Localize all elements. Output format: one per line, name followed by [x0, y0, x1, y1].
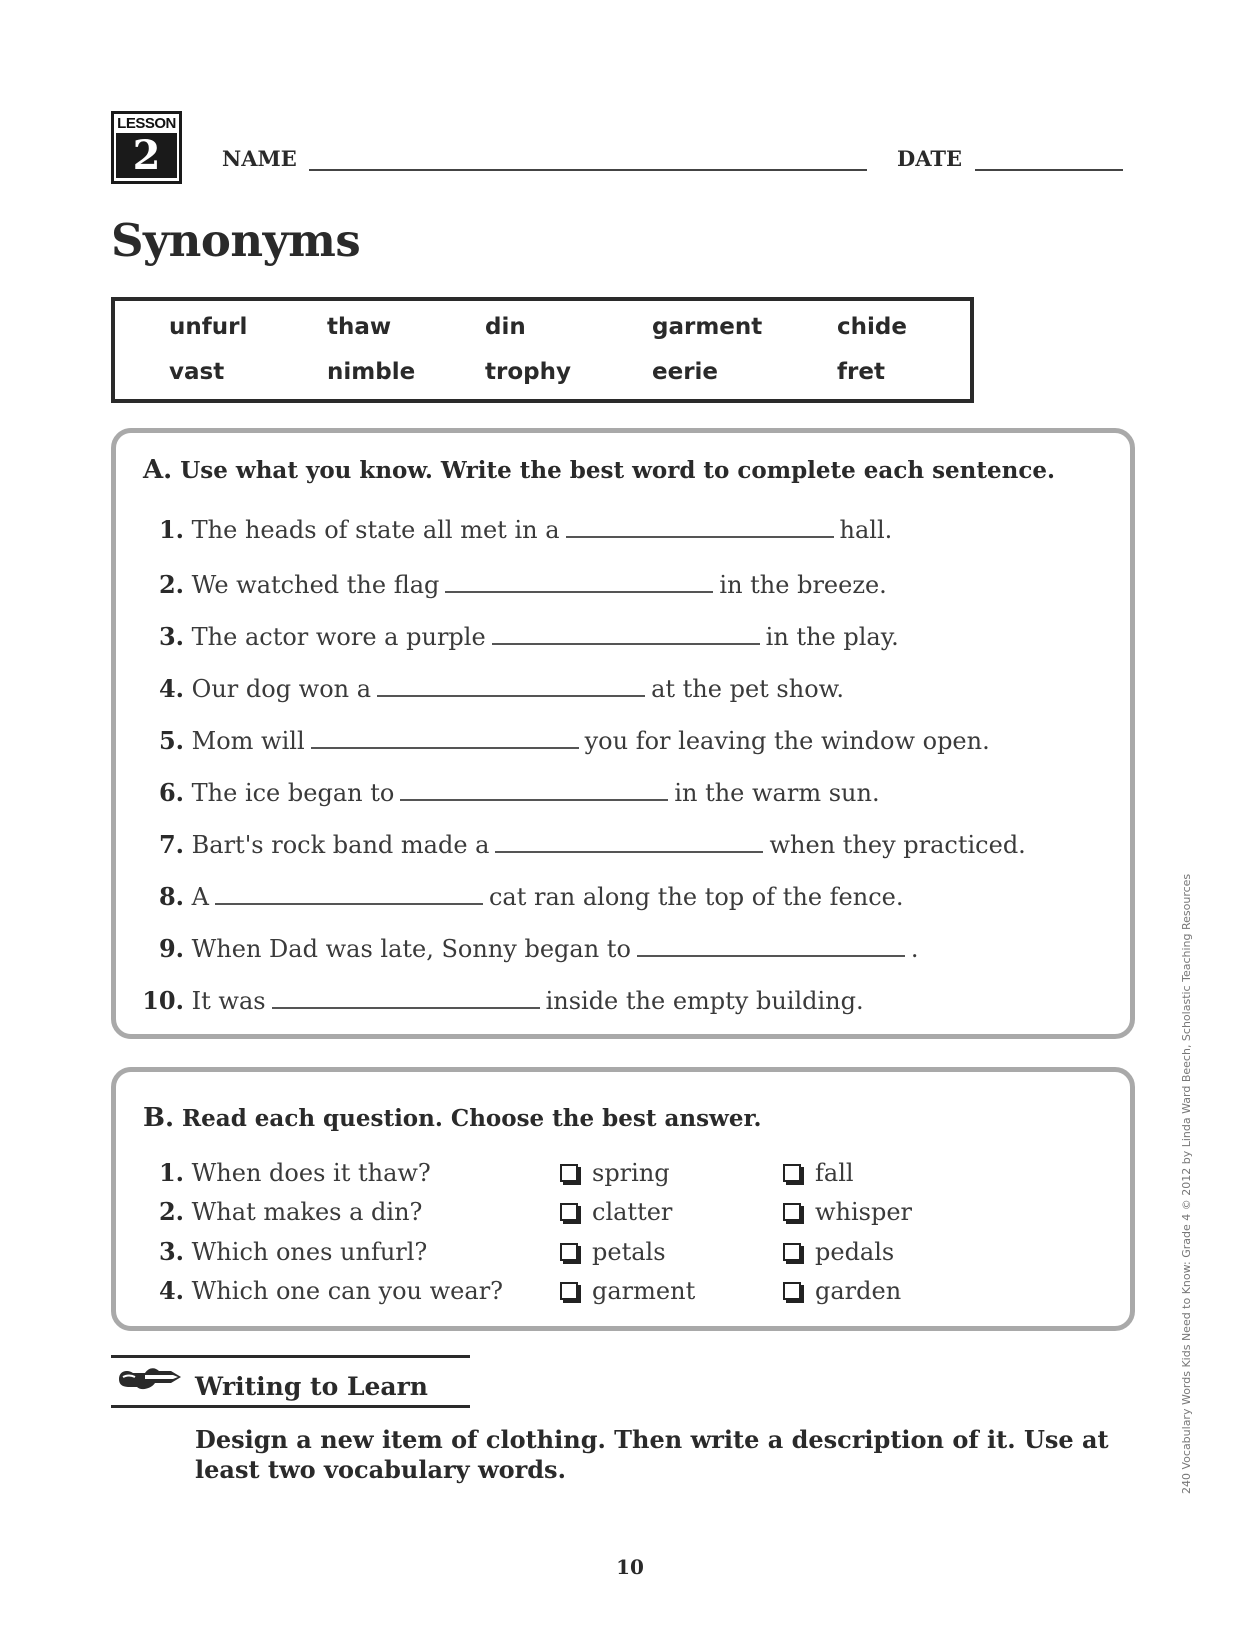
pencil-hand-icon — [115, 1361, 185, 1397]
word-bank-word: unfurl — [169, 314, 248, 340]
sentence-before: The actor wore a purple — [191, 623, 486, 651]
answer-blank[interactable] — [272, 987, 540, 1009]
answer-blank[interactable] — [400, 779, 668, 801]
page-title: Synonyms — [111, 214, 361, 267]
writing-title: Writing to Learn — [195, 1372, 428, 1401]
name-field[interactable] — [309, 169, 867, 171]
lesson-label: LESSON — [117, 115, 176, 132]
copyright-credit: 240 Vocabulary Words Kids Need to Know: Grade 4 © 2012 by Linda Ward Beech, Scholastic Teaching Resources — [1180, 873, 1193, 1494]
sentence-item — [148, 829, 1026, 861]
question-text: Which ones unfurl? — [191, 1238, 428, 1266]
writing-prompt: Design a new item of clothing. Then write a description of it. Use at least two vocabulary words. — [195, 1425, 1109, 1484]
checkbox[interactable] — [783, 1203, 801, 1221]
sentence-before: Mom will — [191, 727, 305, 755]
sentence-after: you for leaving the window open. — [584, 727, 990, 755]
section-a-letter: A. — [143, 455, 173, 485]
answer-blank[interactable] — [492, 623, 760, 645]
answer-blank[interactable] — [566, 516, 834, 538]
sentence-before: A — [191, 883, 209, 911]
item-number: 9. — [158, 934, 184, 963]
sentence-item — [148, 569, 887, 601]
date-label: DATE — [897, 146, 962, 171]
sentence-item — [148, 514, 892, 546]
checkbox[interactable] — [783, 1164, 801, 1182]
option-label: clatter — [592, 1198, 673, 1226]
section-b-instruction: Read each question. Choose the best answer. — [182, 1105, 762, 1132]
checkbox[interactable] — [560, 1243, 578, 1261]
answer-option[interactable] — [783, 1196, 912, 1228]
item-number: 2. — [158, 570, 184, 599]
answer-option[interactable] — [560, 1236, 666, 1268]
answer-blank[interactable] — [637, 935, 905, 957]
checkbox[interactable] — [560, 1164, 578, 1182]
sentence-before: The heads of state all met in a — [191, 516, 560, 544]
section-b-heading — [143, 1103, 761, 1133]
word-bank-word: trophy — [485, 359, 571, 385]
option-label: spring — [592, 1159, 670, 1187]
word-bank-word: din — [485, 314, 526, 340]
word-bank-word: thaw — [327, 314, 392, 340]
answer-option[interactable] — [560, 1196, 672, 1228]
word-bank-word: eerie — [652, 359, 719, 385]
section-a-heading — [143, 455, 1055, 485]
sentence-item — [148, 725, 990, 757]
writing-bottom-rule — [111, 1405, 470, 1408]
section-a-instruction: Use what you know. Write the best word to complete each sentence. — [180, 457, 1056, 484]
item-number: 1. — [158, 1158, 184, 1187]
sentence-item — [148, 621, 899, 653]
page-number: 10 — [616, 1555, 644, 1579]
item-number: 6. — [158, 778, 184, 807]
option-label: fall — [815, 1159, 854, 1187]
word-bank-word: fret — [837, 359, 885, 385]
sentence-before: It was — [191, 987, 266, 1015]
item-number: 2. — [158, 1197, 184, 1226]
question-text: When does it thaw? — [191, 1159, 431, 1187]
option-label: petals — [592, 1238, 666, 1266]
name-label: NAME — [222, 146, 297, 171]
sentence-before: The ice began to — [191, 779, 395, 807]
question-item — [148, 1236, 427, 1268]
sentence-after: . — [910, 935, 919, 963]
word-bank-word: nimble — [327, 359, 416, 385]
sentence-after: in the breeze. — [719, 571, 887, 599]
option-label: whisper — [815, 1198, 913, 1226]
answer-option[interactable] — [560, 1275, 695, 1307]
question-item — [148, 1196, 422, 1228]
answer-option[interactable] — [560, 1157, 670, 1189]
answer-option[interactable] — [783, 1157, 854, 1189]
sentence-before: Bart's rock band made a — [191, 831, 490, 859]
answer-blank[interactable] — [311, 727, 579, 749]
checkbox[interactable] — [560, 1203, 578, 1221]
sentence-after: cat ran along the top of the fence. — [488, 883, 904, 911]
item-number: 1. — [158, 515, 184, 544]
item-number: 7. — [158, 830, 184, 859]
checkbox[interactable] — [560, 1282, 578, 1300]
word-bank — [111, 297, 974, 403]
writing-top-rule — [111, 1355, 470, 1358]
date-field[interactable] — [975, 169, 1123, 171]
sentence-before: When Dad was late, Sonny began to — [191, 935, 631, 963]
answer-blank[interactable] — [445, 571, 713, 593]
sentence-after: hall. — [839, 516, 893, 544]
word-bank-word: chide — [837, 314, 907, 340]
question-text: What makes a din? — [191, 1198, 423, 1226]
sentence-after: inside the empty building. — [545, 987, 864, 1015]
answer-blank[interactable] — [377, 675, 645, 697]
sentence-before: Our dog won a — [191, 675, 372, 703]
sentence-item — [148, 777, 880, 809]
sentence-item — [148, 881, 904, 913]
sentence-item — [134, 985, 864, 1017]
item-number: 3. — [158, 622, 184, 651]
lesson-number: 2 — [116, 133, 177, 178]
checkbox[interactable] — [783, 1243, 801, 1261]
option-label: pedals — [815, 1238, 895, 1266]
word-bank-word: vast — [169, 359, 225, 385]
sentence-item — [148, 933, 919, 965]
item-number: 4. — [158, 1276, 184, 1305]
item-number: 5. — [158, 726, 184, 755]
item-number: 4. — [158, 674, 184, 703]
answer-blank[interactable] — [495, 831, 763, 853]
question-item — [148, 1275, 503, 1307]
option-label: garden — [815, 1277, 902, 1305]
lesson-badge — [111, 111, 182, 184]
sentence-after: in the warm sun. — [674, 779, 880, 807]
sentence-after: when they practiced. — [769, 831, 1026, 859]
answer-option[interactable] — [783, 1275, 901, 1307]
checkbox[interactable] — [783, 1282, 801, 1300]
item-number: 10. — [142, 986, 184, 1015]
option-label: garment — [592, 1277, 696, 1305]
sentence-after: in the play. — [765, 623, 899, 651]
sentence-after: at the pet show. — [651, 675, 844, 703]
word-bank-word: garment — [652, 314, 763, 340]
item-number: 8. — [158, 882, 184, 911]
sentence-before: We watched the flag — [191, 571, 440, 599]
answer-option[interactable] — [783, 1236, 894, 1268]
sentence-item — [148, 673, 844, 705]
question-text: Which one can you wear? — [191, 1277, 504, 1305]
question-item — [148, 1157, 431, 1189]
answer-blank[interactable] — [215, 883, 483, 905]
item-number: 3. — [158, 1237, 184, 1266]
section-b-letter: B. — [143, 1103, 175, 1133]
